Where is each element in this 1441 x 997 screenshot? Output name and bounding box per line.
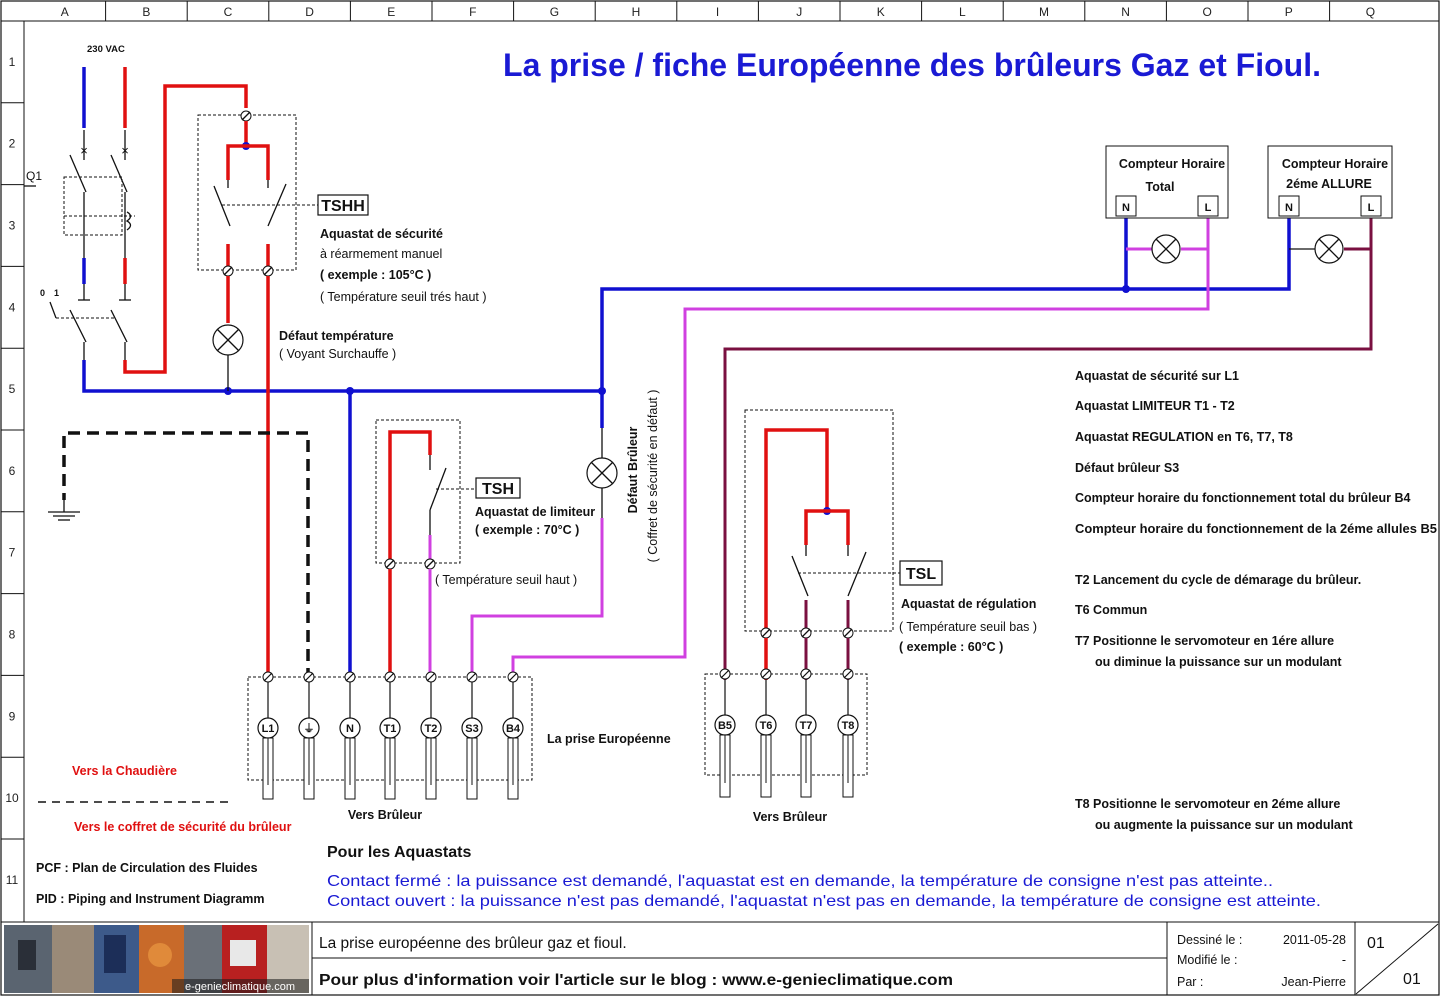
note-4: Défaut brûleur S3 — [1075, 461, 1180, 475]
tsl-aquastat — [745, 410, 1037, 680]
tsh-line-2: ( exemple : 70°C ) — [475, 523, 580, 537]
plug-terminal-label: T7 — [799, 720, 813, 732]
plug-terminal-label: L1 — [261, 723, 275, 735]
legend-def-pcf: PCF : Plan de Circulation des Fluides — [36, 861, 258, 875]
row-header: 1 — [8, 54, 16, 69]
col-header: O — [1202, 5, 1212, 19]
aquastats-open: Contact ouvert : la puissance n'est pas demandé, l'aquastat n'est pas en demande, la température de consigne est atteinte. — [327, 893, 1321, 910]
photo-watermark: e-genieclimatique.com — [184, 981, 296, 993]
tshh-line-3: ( exemple : 105°C ) — [320, 268, 432, 282]
col-header: M — [1039, 5, 1049, 19]
row-header: 7 — [8, 545, 16, 560]
counter-2-term-n: N — [1285, 202, 1293, 214]
tb-modified-label: Modifié le : — [1177, 953, 1238, 967]
tb-drawn-label: Dessiné le : — [1177, 933, 1243, 947]
row-headers — [1, 55, 24, 887]
aquastats-heading: Pour les Aquastats — [327, 844, 472, 861]
row-header: 2 — [8, 136, 16, 151]
note-8: T6 Commun — [1075, 603, 1148, 617]
svg-text:×: × — [80, 143, 88, 158]
tsh-aquastat — [376, 420, 595, 680]
counter-2-line-2: 2éme ALLURE — [1286, 177, 1372, 191]
col-header: B — [142, 5, 151, 19]
aquastat-explanation — [327, 844, 1321, 910]
tb-sheet-no: 01 — [1367, 935, 1385, 952]
row-header: 8 — [8, 627, 16, 642]
tb-description: La prise européenne des brûleur gaz et fioul. — [319, 935, 627, 952]
tsh-line-3: ( Température seuil haut ) — [435, 573, 578, 587]
tshh-line-1: Aquastat de sécurité — [320, 227, 443, 241]
col-header: A — [60, 5, 69, 19]
plug-terminal-label: T6 — [759, 720, 773, 732]
note-12: ou augmente la puissance sur un modulant — [1095, 818, 1353, 832]
legend-dash-text: Vers le coffret de sécurité du brûleur — [74, 820, 292, 834]
tb-by-value: Jean-Pierre — [1281, 975, 1346, 989]
col-header: G — [549, 5, 560, 19]
col-header: I — [715, 5, 720, 19]
notes — [1075, 369, 1437, 832]
col-header: L — [959, 5, 966, 19]
col-header: F — [469, 5, 477, 19]
row-header: 10 — [5, 791, 19, 806]
plug-left-caption: Vers Brûleur — [347, 808, 423, 822]
legend-red-text: Vers la Chaudière — [72, 764, 177, 778]
tb-sheet-total: 01 — [1403, 971, 1421, 988]
tshh-line-4: ( Température seuil trés haut ) — [320, 290, 487, 304]
note-11: T8 Positionne le servomoteur en 2éme allure — [1075, 797, 1341, 811]
row-header: 4 — [8, 300, 16, 315]
counter-total-term-l: L — [1204, 202, 1212, 214]
plug-terminal — [796, 669, 816, 797]
hour-counter-2nd-stage — [1268, 146, 1392, 263]
col-header: J — [796, 5, 803, 19]
lamp-fault-line-1: Défaut température — [279, 329, 394, 343]
note-10: ou diminue la puissance sur un modulant — [1095, 655, 1342, 669]
note-6: Compteur horaire du fonctionnement de la 2éme allules B5 — [1075, 522, 1438, 536]
photo-strip — [4, 925, 309, 993]
row-header: 6 — [8, 463, 16, 478]
legend-def-pid: PID : Piping and Instrument Diagramm — [36, 892, 265, 906]
tb-modified-value: - — [1341, 953, 1346, 967]
plug-terminal-label: T1 — [383, 723, 397, 735]
row-header: 11 — [5, 872, 19, 887]
tsh-line-1: Aquastat de limiteur — [475, 505, 596, 519]
tsl-line-1: Aquastat de régulation — [901, 597, 1037, 611]
counter-total-line-2: Total — [1145, 180, 1175, 194]
note-2: Aquastat LIMITEUR T1 - T2 — [1075, 399, 1235, 413]
note-5: Compteur horaire du fonctionnement total du brûleur B4 — [1075, 491, 1411, 505]
plug-terminal-label: T2 — [424, 723, 438, 735]
col-header: E — [387, 5, 396, 19]
plug-terminal-label: T8 — [841, 720, 855, 732]
plug-terminal — [838, 669, 858, 797]
title-block — [4, 922, 1438, 995]
counter-2-line-1: Compteur Horaire — [1281, 157, 1389, 171]
tshh-aquastat — [198, 111, 487, 680]
counter-total-line-1: Compteur Horaire — [1118, 157, 1226, 171]
legend — [36, 764, 292, 906]
plug-terminal-label: B5 — [717, 720, 733, 732]
counter-2-line — [725, 212, 1371, 680]
col-header: K — [876, 5, 885, 19]
burner-fault-line-1: Défaut Brûleur — [626, 426, 640, 514]
page-title: La prise / fiche Européenne des brûleurs Gaz et Fioul. — [503, 47, 1321, 83]
switch-pos-0: 0 — [40, 288, 46, 298]
column-headers — [61, 1, 1375, 21]
col-header: D — [305, 5, 314, 19]
tshh-tag: TSHH — [321, 198, 365, 215]
tsh-tag: TSH — [482, 481, 514, 498]
note-7: T2 Lancement du cycle de démarage du brûleur. — [1075, 573, 1362, 587]
tsl-tag: TSL — [905, 566, 937, 583]
plug-terminal-label: ⏚ — [303, 723, 315, 735]
counter-2-term-l: L — [1367, 202, 1375, 214]
tshh-line-2: à réarmement manuel — [320, 247, 443, 261]
note-3: Aquastat REGULATION en T6, T7, T8 — [1075, 430, 1293, 444]
note-1: Aquastat de sécurité sur L1 — [1075, 369, 1239, 383]
note-9: T7 Positionne le servomoteur en 1ére allure — [1075, 634, 1335, 648]
burner-fault-line-2: ( Coffret de sécurité en défaut ) — [646, 389, 660, 563]
svg-text:×: × — [121, 143, 129, 158]
row-header: 5 — [8, 382, 16, 397]
plug-terminal-label: N — [346, 723, 354, 735]
col-header: H — [631, 5, 641, 19]
col-header: C — [223, 5, 233, 19]
counter-total-term-n: N — [1122, 202, 1130, 214]
tb-drawn-value: 2011-05-28 — [1282, 933, 1346, 947]
tsl-line-3: ( exemple : 60°C ) — [899, 640, 1004, 654]
plug-terminal — [756, 669, 776, 797]
row-header: 3 — [8, 218, 16, 233]
row-header: 9 — [8, 709, 16, 724]
col-header: Q — [1365, 5, 1376, 19]
plug-terminal — [715, 669, 735, 797]
tb-more-info: Pour plus d'information voir l'article sur le blog : www.e-genieclimatique.com — [319, 972, 953, 989]
switch-pos-1: 1 — [54, 288, 60, 298]
plug-right — [715, 669, 858, 797]
plug-terminal-label: B4 — [505, 723, 521, 735]
tsl-line-2: ( Température seuil bas ) — [899, 620, 1038, 634]
power-supply — [24, 44, 135, 360]
col-header: P — [1284, 5, 1293, 19]
plug-right-caption: Vers Brûleur — [752, 810, 828, 824]
col-header: N — [1121, 5, 1130, 19]
plug-left-label: La prise Européenne — [547, 732, 671, 746]
tb-by-label: Par : — [1177, 975, 1204, 989]
plug-terminal-label: S3 — [465, 723, 479, 735]
supply-voltage: 230 VAC — [87, 44, 125, 55]
breaker-label: Q1 — [26, 169, 43, 183]
lamp-fault-line-2: ( Voyant Surchauffe ) — [279, 347, 397, 361]
aquastats-closed: Contact fermé : la puissance est demandé, l'aquastat est en demande, la température de consigne n'est pas atteinte.. — [327, 873, 1273, 890]
